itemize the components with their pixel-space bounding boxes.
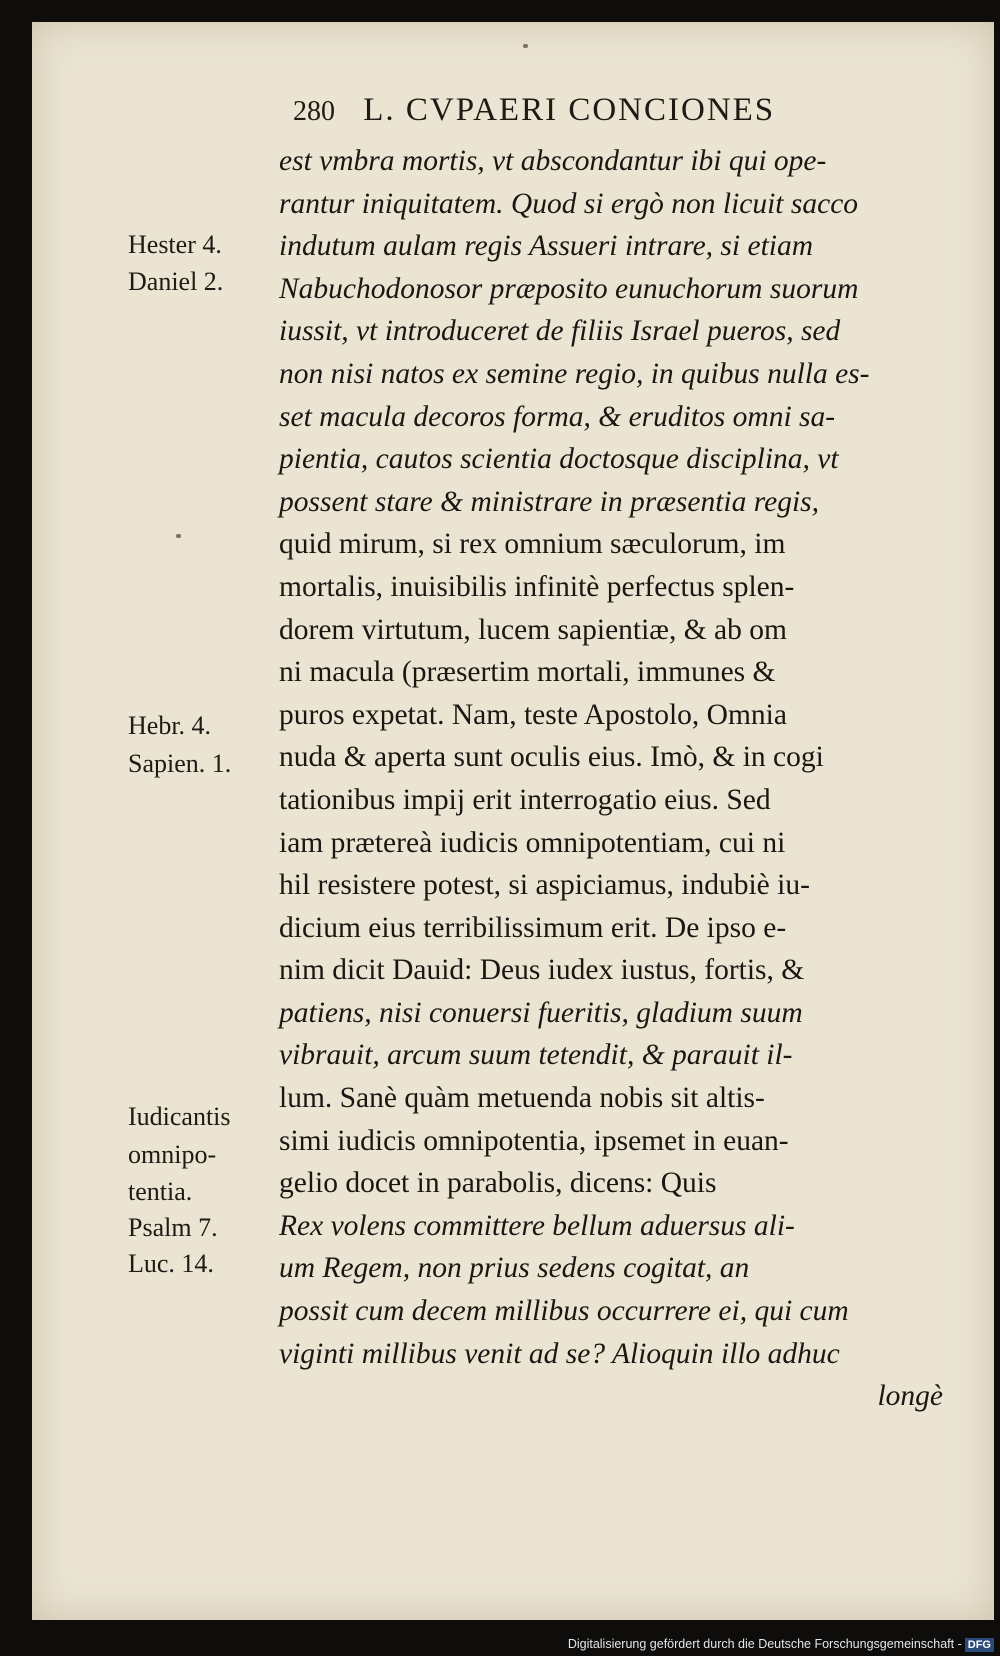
text-line: patiens, nisi conuersi fueritis, gladium suum xyxy=(279,996,803,1029)
text-line: set macula decoros forma, & eruditos omni sa- xyxy=(279,400,836,433)
text-line: hil resistere potest, si aspiciamus, indubiè iu- xyxy=(279,869,810,902)
text-line: Nabuchodonosor præposito eunuchorum suorum xyxy=(279,272,859,305)
text-line: pientia, cautos scientia doctosque disciplina, vt xyxy=(279,443,839,476)
text-line: rantur iniquitatem. Quod si ergò non licuit sacco xyxy=(279,187,859,220)
margin-note-luc: Luc. 14. xyxy=(128,1249,214,1278)
text-line: tationibus impij erit interrogatio eius. Sed xyxy=(279,783,771,816)
text-line: gelio docet in parabolis, dicens: Quis xyxy=(279,1167,717,1200)
running-header xyxy=(293,92,973,129)
page-number: 280 xyxy=(293,96,335,127)
running-title: L. CVPAERI CONCIONES xyxy=(363,92,776,128)
text-line: indutum aulam regis Assueri intrare, si etiam xyxy=(279,230,814,263)
text-line: non nisi natos ex semine regio, in quibus nulla es- xyxy=(279,357,870,390)
text-line: simi iudicis omnipotentia, ipsemet in euan- xyxy=(279,1124,789,1157)
text-line: nuda & aperta sunt oculis eius. Imò, & in cogi xyxy=(279,741,824,774)
page-speck xyxy=(176,534,181,538)
catchword: longè xyxy=(877,1380,943,1413)
margin-note-sapien: Sapien. 1. xyxy=(128,749,232,778)
margin-note-judicantis: Iudicantis xyxy=(128,1102,231,1131)
text-line: lum. Sanè quàm metuenda nobis sit altis- xyxy=(279,1082,765,1115)
margin-note-hester: Hester 4. xyxy=(128,230,222,259)
footer-text: Digitalisierung gefördert durch die Deutsche Forschungsgemeinschaft - xyxy=(567,1637,962,1651)
footer-credit xyxy=(0,1632,994,1656)
text-line: um Regem, non prius sedens cogitat, an xyxy=(279,1252,750,1285)
text-line: viginti millibus venit ad se? Alioquin illo adhuc xyxy=(279,1337,840,1370)
text-line: est vmbra mortis, vt abscondantur ibi qui ope- xyxy=(279,145,827,177)
text-line: mortalis, inuisibilis infinitè perfectus splen- xyxy=(279,570,795,603)
text-line: iam prætereà iudicis omnipotentiam, cui ni xyxy=(279,826,786,859)
text-line: puros expetat. Nam, teste Apostolo, Omnia xyxy=(279,698,787,731)
text-line: iussit, vt introduceret de filiis Israel pueros, sed xyxy=(279,315,841,348)
text-line: vibrauit, arcum suum tetendit, & parauit il- xyxy=(279,1039,793,1072)
dfg-logo: DFG xyxy=(965,1638,994,1652)
text-line: ni macula (præsertim mortali, immunes & xyxy=(279,656,776,689)
text-line: dicium eius terribilissimum erit. De ipso e- xyxy=(279,911,787,944)
text-line: Rex volens committere bellum aduersus ali- xyxy=(279,1209,795,1242)
text-line: quid mirum, si rex omnium sæculorum, im xyxy=(279,528,786,561)
margin-note-judicantis: omnipo- xyxy=(128,1140,217,1169)
margin-note-judicantis: tentia. xyxy=(128,1177,193,1206)
margin-note-daniel: Daniel 2. xyxy=(128,267,224,296)
text-line: possent stare & ministrare in præsentia regis, xyxy=(279,485,820,518)
text-line: dorem virtutum, lucem sapientiæ, & ab om xyxy=(279,613,787,646)
page-speck xyxy=(523,44,528,48)
margin-note-psalm: Psalm 7. xyxy=(128,1213,218,1242)
margin-note-hebr: Hebr. 4. xyxy=(128,711,212,740)
body-text xyxy=(279,140,969,1418)
text-line: possit cum decem millibus occurrere ei, qui cum xyxy=(279,1295,849,1328)
text-line: nim dicit Dauid: Deus iudex iustus, fortis, & xyxy=(279,954,805,987)
